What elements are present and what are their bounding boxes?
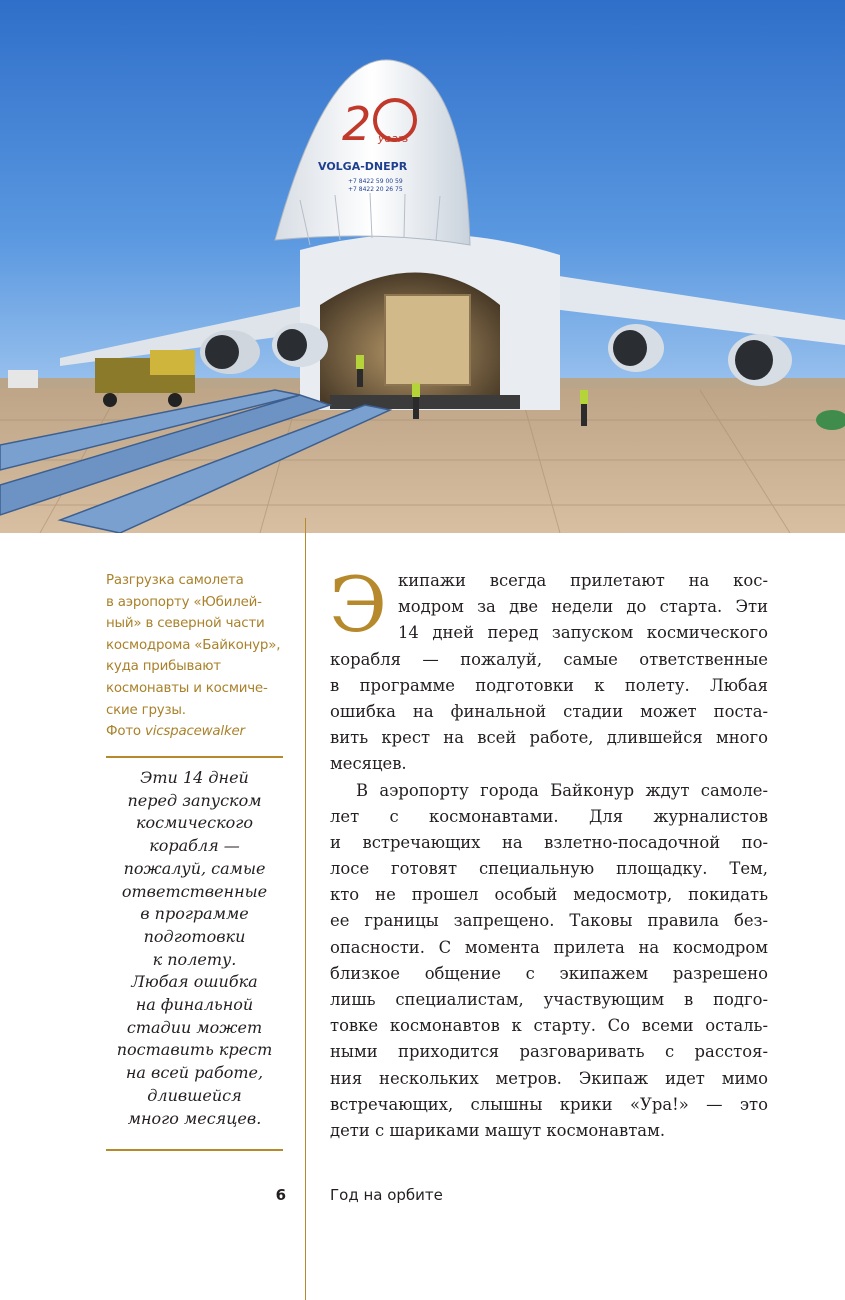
caption-line: в аэропорту «Юбилей-: [106, 594, 262, 610]
body-line: кто не прошел особый медосмотр, покидать: [330, 885, 768, 905]
body-line: вить крест на всей работе, длившейся много: [330, 728, 768, 748]
article-body: [329, 560, 768, 1144]
body-line: корабля — пожалуй, самые ответственные: [330, 649, 768, 669]
running-title: Год на орбите: [330, 1186, 443, 1204]
svg-text:VOLGA-DNEPR: VOLGA-DNEPR: [318, 160, 408, 173]
caption-line: космодрома «Байконур»,: [106, 637, 281, 653]
pullquote-bottom-rule: [106, 1149, 283, 1151]
body-line: ными приходится разговаривать с расстоя-: [330, 1042, 768, 1062]
body-line: опасности. С момента прилета на космодром: [330, 937, 768, 957]
svg-text:+7 8422 59 00 59: +7 8422 59 00 59: [348, 178, 403, 185]
caption-line: ские грузы.: [106, 702, 186, 718]
body-line: лишь специалистам, участвующим в подго-: [330, 990, 768, 1009]
pullquote-line: в программе: [140, 904, 249, 924]
body-line: близкое общение с экипажем разрешено: [330, 963, 768, 983]
body-line: В аэропорту города Байконур ждут самоле-: [356, 780, 768, 800]
pullquote-line: подготовки: [143, 926, 246, 946]
pullquote-line: стадии может: [126, 1017, 263, 1037]
pullquote-top-rule: [106, 756, 283, 758]
body-line: 14 дней перед запуском космического: [398, 623, 768, 643]
pullquote-line: Любая ошибка: [131, 972, 258, 992]
body-line: месяцев.: [330, 754, 407, 774]
pullquote-line: на финальной: [135, 995, 254, 1015]
pull-quote: [106, 767, 283, 1130]
pullquote-line: перед запуском: [127, 790, 262, 810]
credit-prefix: Фото: [106, 724, 145, 740]
body-line: и встречающих на взлетно-посадочной по-: [330, 832, 768, 852]
body-line: встречающих, слышны крики «Ура!» — это: [330, 1094, 768, 1114]
caption-line: космонавты и космиче-: [106, 680, 268, 696]
pullquote-line: Эти 14 дней: [140, 768, 249, 787]
body-line: в программе подготовки к полету. Любая: [330, 675, 768, 695]
pullquote-line: корабля —: [149, 836, 240, 856]
body-line: дети с шариками машут космонавтам.: [330, 1120, 666, 1140]
photo-credit: [106, 721, 296, 743]
cover-photo: [0, 0, 845, 533]
cargo-plane-illustration: [0, 0, 845, 533]
svg-text:+7 8422 20 26 75: +7 8422 20 26 75: [348, 186, 403, 193]
page-number: 6: [275, 1186, 286, 1204]
svg-text:years: years: [378, 132, 409, 145]
caption-line: Разгрузка самолета: [106, 573, 244, 588]
caption-line: ный» в северной части: [106, 616, 265, 632]
pullquote-line: к полету.: [152, 949, 237, 969]
column-divider: [305, 518, 306, 1300]
svg-text:2: 2: [342, 97, 372, 151]
body-line: лосе готовят специальную площадку. Тем,: [330, 859, 768, 879]
body-line: ния нескольких метров. Экипаж идет мимо: [330, 1068, 768, 1088]
body-line: лет с космонавтами. Для журналистов: [330, 806, 768, 826]
body-line: ошибка на финальной стадии может поста-: [330, 701, 768, 721]
pullquote-line: ответственные: [121, 881, 268, 901]
pullquote-line: много месяцев.: [127, 1108, 262, 1128]
drop-cap: Э: [329, 560, 388, 649]
body-line: модром за две недели до старта. Эти: [398, 597, 768, 617]
pullquote-line: космического: [135, 813, 253, 833]
pullquote-line: поставить крест: [116, 1040, 273, 1060]
photo-caption: [106, 570, 296, 743]
pullquote-line: длившейся: [147, 1085, 242, 1105]
pullquote-line: на всей работе,: [125, 1063, 264, 1083]
body-line: ее границы запрещено. Таковы правила без-: [330, 911, 768, 931]
credit-name: vicspacewalker: [144, 724, 245, 740]
body-line: кипажи всегда прилетают на кос-: [398, 571, 768, 590]
pullquote-line: пожалуй, самые: [123, 858, 266, 878]
caption-line: куда прибывают: [106, 659, 221, 675]
body-line: товке космонавтов к старту. Со всеми осталь-: [330, 1016, 768, 1036]
